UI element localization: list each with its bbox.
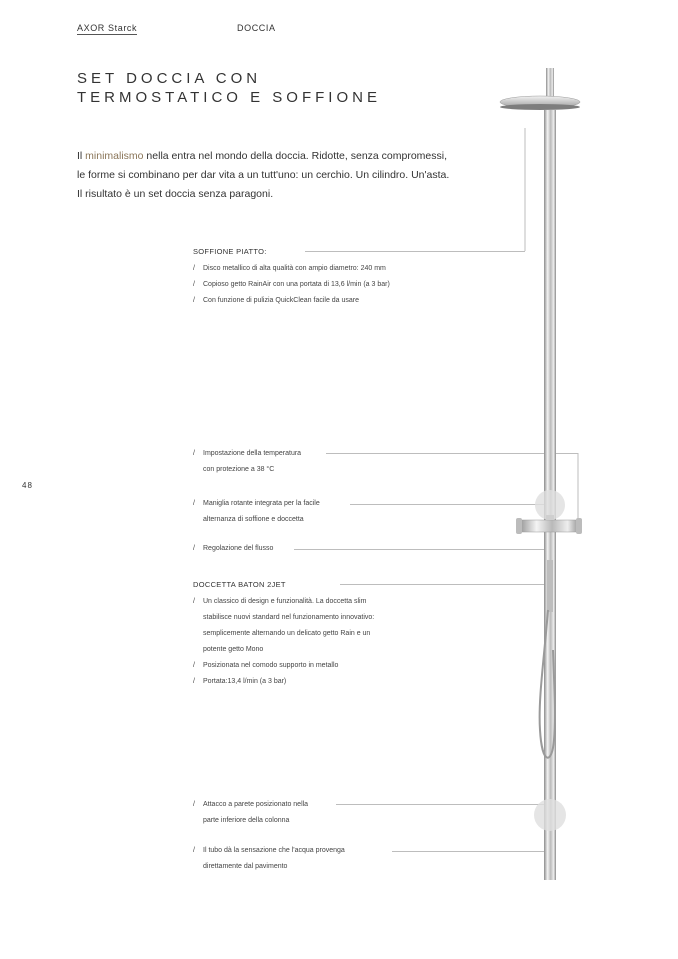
thermostat-mixer xyxy=(518,520,580,532)
list-item xyxy=(193,277,453,293)
bullet-text: Posizionata nel comodo supporto in metallo xyxy=(203,662,339,669)
bullet-marker: / xyxy=(193,500,195,507)
title-line-2: TERMOSTATICO E SOFFIONE xyxy=(77,89,381,106)
page-number: 48 xyxy=(22,481,33,490)
intro-line1-rest: nella entra nel mondo della doccia. Ridotte, senza compromessi, xyxy=(143,150,448,162)
bullet-text-cont: stabilisce nuovi standard nel funzionamento innovativo: xyxy=(203,614,375,621)
bullet-text: Maniglia rotante integrata per la facile xyxy=(203,500,320,507)
doccetta-bullets xyxy=(193,594,453,690)
bullet-marker: / xyxy=(193,297,195,304)
category-label: DOCCIA xyxy=(237,23,276,33)
bullet-text: Disco metallico di alta qualità con ampio diametro: 240 mm xyxy=(203,265,386,272)
handle-callout xyxy=(193,496,320,528)
bullet-marker: / xyxy=(193,450,195,457)
bullet-text-cont: direttamente dal pavimento xyxy=(203,863,288,870)
bullet-text-cont: alternanza di soffione e doccetta xyxy=(203,516,304,523)
bullet-text: Portata:13,4 l/min (a 3 bar) xyxy=(203,678,287,685)
tube-callout xyxy=(193,843,345,875)
thermostat-right-knob xyxy=(576,518,582,534)
page-title xyxy=(77,69,381,107)
hand-shower-body xyxy=(547,560,553,612)
bullet-marker: / xyxy=(193,801,195,808)
bullet-text: Regolazione del flusso xyxy=(203,545,274,552)
doccetta-heading: DOCCETTA BATON 2JET xyxy=(193,580,286,589)
bullet-marker: / xyxy=(193,545,195,552)
bullet-text-cont: semplicemente alternando un delicato getto Rain e un xyxy=(203,630,371,637)
list-item xyxy=(193,293,453,309)
intro-pre: Il xyxy=(77,150,86,162)
bullet-text-cont: parte inferiore della colonna xyxy=(203,817,290,824)
temp-callout xyxy=(193,446,301,478)
bullet-marker: / xyxy=(193,598,195,605)
bullet-text: Attacco a parete posizionato nella xyxy=(203,801,309,808)
ceiling-arm xyxy=(546,68,554,98)
wall-callout xyxy=(193,797,308,829)
bullet-text-cont: potente getto Mono xyxy=(203,646,264,653)
intro-line-3: Il risultato è un set doccia senza paragoni. xyxy=(77,188,274,200)
flow-callout xyxy=(193,541,273,557)
wall-connection-highlight xyxy=(534,799,566,831)
bullet-text: Con funzione di pulizia QuickClean facile da usare xyxy=(203,297,360,304)
intro-paragraph xyxy=(77,147,497,204)
bullet-marker: / xyxy=(193,281,195,288)
brand-label: AXOR Starck xyxy=(77,23,138,33)
bullet-text-cont: con protezione a 38 °C xyxy=(203,466,275,473)
bullet-text: Impostazione della temperatura xyxy=(203,450,302,457)
title-line-1: SET DOCCIA CON xyxy=(77,70,262,87)
bullet-marker: / xyxy=(193,265,195,272)
shower-head-edge xyxy=(500,104,580,110)
bullet-marker: / xyxy=(193,678,195,685)
bullet-marker: / xyxy=(193,662,195,669)
soffione-heading: SOFFIONE PIATTO: xyxy=(193,247,267,256)
intro-line-2: le forme si combinano per dar vita a un tutt'uno: un cerchio. Un cilindro. Un'asta. xyxy=(77,169,450,181)
shower-set-illustration xyxy=(490,60,610,890)
bullet-text: Copioso getto RainAir con una portata di 13,6 l/min (a 3 bar) xyxy=(203,281,390,288)
thermostat-handle xyxy=(546,515,554,520)
bullet-text: Il tubo dà la sensazione che l'acqua provenga xyxy=(203,847,345,854)
bullet-text: Un classico di design e funzionalità. La doccetta slim xyxy=(203,598,367,605)
thermostat-left-knob xyxy=(516,518,522,534)
bullet-marker: / xyxy=(193,847,195,854)
intro-highlight: minimalismo xyxy=(85,150,144,162)
list-item xyxy=(193,261,453,277)
soffione-bullets xyxy=(193,261,453,309)
